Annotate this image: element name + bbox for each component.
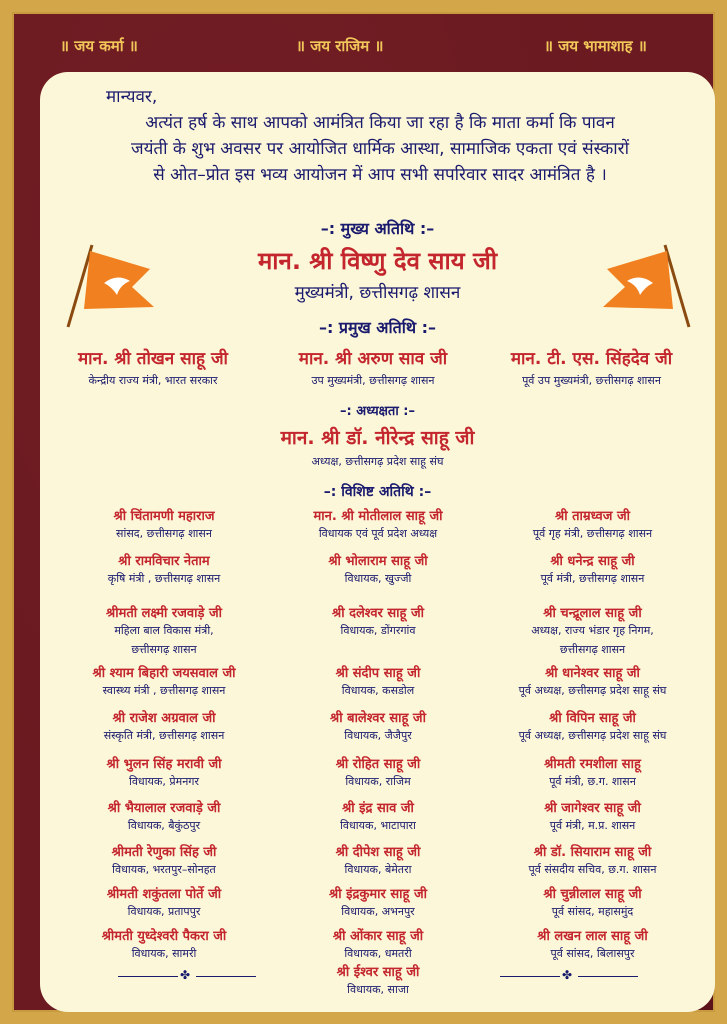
chief-guest-name: मान. श्री विष्णु देव साय जी xyxy=(257,247,498,275)
special-guest-role: सांसद, छत्तीसगढ़ शासन xyxy=(116,527,212,540)
floral-ornament-icon: ✤ xyxy=(180,968,191,982)
principal-guest-1 xyxy=(48,346,258,388)
special-guest-item xyxy=(54,708,274,745)
special-guest-name: श्री बालेश्वर साहू जी xyxy=(330,711,426,726)
special-guest-role: विधायक, खुज्जी xyxy=(344,572,412,585)
special-guest-name: श्री चुन्नीलाल साहू जी xyxy=(543,887,642,902)
special-guest-item xyxy=(278,754,478,791)
special-guest-name: श्री डॉ. सियाराम साहू जी xyxy=(533,845,652,860)
special-guest-role: विधायक, जैजैपुर xyxy=(344,729,412,742)
special-guest-role: महिला बाल विकास मंत्री, xyxy=(114,624,214,637)
special-guest-name: श्रीमती रमशीला साहू xyxy=(544,757,641,772)
special-guest-name: श्री संदीप साहू जी xyxy=(335,666,421,681)
principal-guest-name: मान. टी. एस. सिंहदेव जी xyxy=(510,349,673,369)
special-guest-item xyxy=(480,798,705,835)
principal-guest-role: केन्द्रीय राज्य मंत्री, भारत सरकार xyxy=(88,374,218,387)
divider-line xyxy=(500,976,560,977)
invitation-frame xyxy=(12,12,715,1012)
special-guest-item xyxy=(278,884,478,921)
special-guest-role: विधायक एवं पूर्व प्रदेश अध्यक्ष xyxy=(318,527,438,540)
special-guest-item xyxy=(54,663,274,700)
special-guest-role: विधायक, सामरी xyxy=(131,947,197,960)
special-guest-name: श्री श्याम बिहारी जयसवाल जी xyxy=(92,666,236,681)
special-guest-role: कृषि मंत्री , छत्तीसगढ़ शासन xyxy=(107,572,221,585)
special-guest-item xyxy=(54,754,274,791)
intro-body xyxy=(80,110,680,188)
special-guest-role: पूर्व मंत्री, छत्तीसगढ़ शासन xyxy=(540,572,645,585)
special-guest-name: श्री लखन लाल साहू जी xyxy=(537,929,648,944)
special-guest-name: श्री दीपेश साहू जी xyxy=(335,845,421,860)
special-guest-name: श्री विपिन साहू जी xyxy=(549,711,636,726)
special-guest-name: श्री भोलाराम साहू जी xyxy=(328,554,428,569)
special-guest-item xyxy=(278,551,478,588)
special-guest-name: श्री इंद्रकुमार साहू जी xyxy=(329,887,427,902)
special-guest-role-continued: छत्तीसगढ़ शासन xyxy=(131,643,197,656)
special-guest-name: श्री राजेश अग्रवाल जी xyxy=(112,711,216,726)
special-guest-role: विधायक, भरतपुर–सोनहत xyxy=(112,863,216,876)
presidency-role: अध्यक्ष, छत्तीसगढ़ प्रदेश साहू संघ xyxy=(311,455,444,468)
special-guest-role: विधायक, अभनपुर xyxy=(341,905,415,918)
special-guest-name: श्री रामविचार नेताम xyxy=(118,554,210,569)
special-guest-role: पूर्व गृह मंत्री, छत्तीसगढ़ शासन xyxy=(532,527,653,540)
salutation: मान्यवर, xyxy=(106,87,158,107)
special-guest-role: पूर्व अध्यक्ष, छत्तीसगढ़ प्रदेश साहू संघ xyxy=(518,684,667,697)
floral-ornament-icon: ✤ xyxy=(562,968,573,982)
special-guest-name: श्री धनेन्द्र साहू जी xyxy=(550,554,635,569)
special-guest-item xyxy=(278,663,478,700)
special-guest-role: विधायक, बैकुंठपुर xyxy=(127,819,201,832)
special-guest-name: श्री इंद्र साव जी xyxy=(342,801,414,816)
principal-guest-2 xyxy=(268,346,478,388)
special-guest-item xyxy=(480,603,705,659)
special-guest-name: श्री ताम्रध्वज जी xyxy=(555,509,630,524)
special-guest-role: विधायक, प्रेमनगर xyxy=(128,775,200,788)
special-guest-item xyxy=(480,884,705,921)
special-guest-name: श्री भुलन सिंह मरावी जी xyxy=(106,757,222,772)
invitation-card xyxy=(40,72,715,1012)
special-guest-item xyxy=(278,708,478,745)
principal-guest-name: मान. श्री तोखन साहू जी xyxy=(78,349,228,369)
special-guest-name: श्री ओंकार साहू जी xyxy=(332,929,424,944)
chief-guest-heading: –: मुख्य अतिथि :– xyxy=(320,219,435,238)
special-guest-role: विधायक, डोंगरगांव xyxy=(340,624,416,637)
special-guest-role: विधायक, कसडोल xyxy=(341,684,415,697)
special-guest-item xyxy=(54,798,274,835)
special-guest-item xyxy=(278,842,478,879)
special-guest-name: श्री चिंतामणी महाराज xyxy=(113,509,215,524)
principal-guest-role: उप मुख्यमंत्री, छत्तीसगढ़ शासन xyxy=(311,374,435,387)
special-guest-item xyxy=(480,663,705,700)
intro-line-2: जयंती के शुभ अवसर पर आयोजित धार्मिक आस्था, सामाजिक एकता एवं संस्कारों xyxy=(130,139,630,159)
special-guest-name: श्री भैयालाल रजवाड़े जी xyxy=(107,801,221,816)
special-guest-item xyxy=(54,884,274,921)
special-guest-item xyxy=(278,926,478,963)
chief-guest-title: मुख्यमंत्री, छत्तीसगढ़ शासन xyxy=(294,283,461,303)
special-guest-role-continued: छत्तीसगढ़ शासन xyxy=(559,643,626,656)
special-guest-name: श्री जागेश्वर साहू जी xyxy=(544,801,641,816)
special-guest-item xyxy=(480,708,705,745)
presidency-heading: –: अध्यक्षता :– xyxy=(340,404,415,419)
principal-guest-name: मान. श्री अरुण साव जी xyxy=(298,349,448,369)
slogan-left: ॥ जय कर्मा ॥ xyxy=(60,37,138,55)
special-guest-item xyxy=(480,551,705,588)
special-guest-name: श्री दलेश्वर साहू जी xyxy=(331,606,424,621)
special-guest-role: स्वास्थ्य मंत्री , छत्तीसगढ़ शासन xyxy=(102,684,226,697)
divider-line xyxy=(118,976,178,977)
special-guest-item xyxy=(278,798,478,835)
special-guest-name: श्री रोहित साहू जी xyxy=(335,757,421,772)
divider-line xyxy=(578,976,638,977)
intro-line-1: अत्यंत हर्ष के साथ आपको आमंत्रित किया जा रहा है कि माता कर्मा कि पावन xyxy=(145,113,615,133)
special-guest-name: श्रीमती लक्ष्मी रजवाड़े जी xyxy=(106,606,222,621)
special-guest-item xyxy=(278,506,478,543)
slogan-center: ॥ जय राजिम ॥ xyxy=(296,37,384,55)
special-guest-item xyxy=(54,842,274,879)
special-guest-item xyxy=(54,926,274,963)
special-guest-role: पूर्व मंत्री, म.प्र. शासन xyxy=(549,819,636,832)
special-guest-item xyxy=(480,506,705,543)
special-guest-role: पूर्व संसदीय सचिव, छ.ग. शासन xyxy=(528,863,657,876)
principal-guest-3 xyxy=(484,346,699,388)
special-guest-name: श्री धानेश्वर साहू जी xyxy=(545,666,640,681)
special-guest-role: संस्कृति मंत्री, छत्तीसगढ़ शासन xyxy=(103,729,225,742)
special-guest-role: पूर्व मंत्री, छ.ग. शासन xyxy=(549,775,636,788)
slogan-right: ॥ जय भामाशाह ॥ xyxy=(544,37,647,55)
divider-line xyxy=(196,976,256,977)
special-guest-item xyxy=(278,962,478,999)
special-guest-item xyxy=(480,926,705,963)
special-guest-role: विधायक, भाटापारा xyxy=(340,819,416,832)
principal-guest-role: पूर्व उप मुख्यमंत्री, छत्तीसगढ़ शासन xyxy=(522,374,661,387)
special-guest-role: पूर्व सांसद, महासमुंद xyxy=(551,905,634,918)
special-guest-name: श्रीमती युध्देश्वरी पैकरा जी xyxy=(101,929,227,944)
principal-guests-heading: –: प्रमुख अतिथि :– xyxy=(318,318,437,337)
special-guest-role: विधायक, राजिम xyxy=(345,775,411,788)
special-guest-item xyxy=(480,754,705,791)
intro-line-3: से ओत–प्रोत इस भव्य आयोजन में आप सभी सपरिवार सादर आमंत्रित है । xyxy=(153,165,607,185)
special-guest-role: विधायक, धमतरी xyxy=(344,947,412,960)
special-guest-role: विधायक, साजा xyxy=(347,983,409,996)
special-guest-role: पूर्व अध्यक्ष, छत्तीसगढ़ प्रदेश साहू संघ xyxy=(518,729,667,742)
special-guest-role: विधायक, बेमेतरा xyxy=(344,863,412,876)
presidency-name: मान. श्री डॉ. नीरेन्द्र साहू जी xyxy=(280,427,475,449)
special-guest-name: श्री ईश्वर साहू जी xyxy=(336,965,420,980)
special-guest-name: श्रीमती शकुंतला पोर्ते जी xyxy=(106,887,222,902)
special-guest-name: श्रीमती रेणुका सिंह जी xyxy=(111,845,217,860)
special-guest-item xyxy=(54,551,274,588)
special-guest-item xyxy=(54,506,274,543)
special-guest-role: अध्यक्ष, राज्य भंडार गृह निगम, xyxy=(531,624,654,637)
special-guest-item xyxy=(54,603,274,659)
special-guest-name: मान. श्री मोतीलाल साहू जी xyxy=(313,509,443,524)
special-guest-item xyxy=(278,603,478,640)
special-guests-heading: –: विशिष्ट अतिथि :– xyxy=(323,484,432,500)
special-guest-name: श्री चन्द्रूलाल साहू जी xyxy=(543,606,642,621)
special-guest-role: पूर्व सांसद, बिलासपुर xyxy=(550,947,635,960)
special-guest-item xyxy=(480,842,705,879)
slogan-bar xyxy=(14,36,717,66)
special-guest-role: विधायक, प्रतापपुर xyxy=(127,905,201,918)
